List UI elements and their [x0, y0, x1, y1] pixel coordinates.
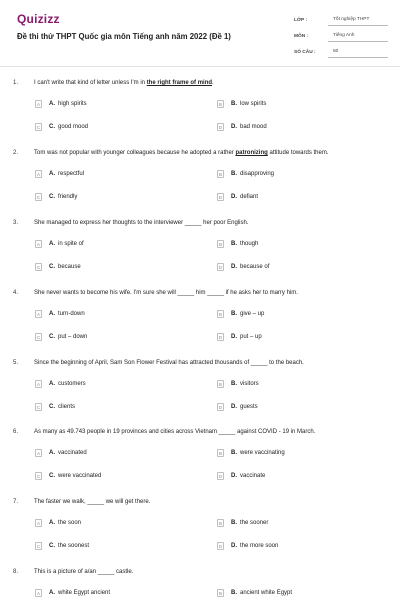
option-c[interactable]	[35, 262, 81, 272]
option-a-text	[49, 590, 110, 596]
option-d-text	[231, 543, 278, 549]
option-a-box[interactable]: A	[36, 450, 40, 456]
worksheet-title: Đề thi thử THPT Quốc gia môn Tiếng anh năm 2022 (Đề 1)	[17, 32, 231, 41]
option-b-text	[231, 311, 264, 317]
question-text	[34, 499, 150, 505]
option-c[interactable]	[35, 122, 88, 132]
question-highlight: patronizing	[235, 150, 268, 156]
question-text-part: This is a picture of a/an _____ castle.	[34, 569, 134, 575]
option-letter: D.	[231, 404, 237, 410]
option-d-text	[231, 124, 267, 130]
option-c-box[interactable]: C	[36, 124, 41, 130]
option-letter: B.	[231, 520, 237, 526]
option-letter: A.	[49, 381, 55, 387]
option-answer: the soon	[58, 520, 82, 526]
option-a-box[interactable]: A	[36, 520, 40, 526]
option-letter: A.	[49, 171, 55, 177]
option-letter: C.	[49, 264, 55, 270]
option-answer: bad mood	[240, 124, 267, 130]
option-a[interactable]	[35, 99, 87, 109]
option-b-box[interactable]: B	[218, 241, 222, 247]
option-letter: B.	[231, 381, 237, 387]
option-c-text	[49, 334, 87, 340]
option-b[interactable]	[217, 588, 292, 598]
option-a-text	[49, 101, 87, 107]
question-number: 8.	[13, 569, 19, 575]
question-number: 7.	[13, 499, 19, 505]
option-answer: put – down	[58, 334, 88, 340]
question-text-part: attitude towards them.	[267, 150, 329, 156]
option-answer: were vaccinated	[58, 473, 102, 479]
option-b-box[interactable]: B	[218, 450, 222, 456]
option-c-box[interactable]: C	[36, 473, 41, 479]
option-b-box[interactable]: B	[218, 381, 222, 387]
option-letter: C.	[49, 473, 55, 479]
question-text-part: Tom was not popular with younger colleagues because he adopted a rather	[34, 150, 236, 156]
option-letter: B.	[231, 171, 237, 177]
option-c-text	[49, 473, 101, 479]
question-text-part: As many as 49.743 people in 19 provinces and cities across Vietnam _____ against COVID - 19 in March.	[34, 429, 316, 435]
option-a[interactable]	[35, 448, 87, 458]
option-answer: visitors	[240, 381, 259, 387]
option-letter: A.	[49, 101, 55, 107]
option-d[interactable]	[217, 192, 258, 202]
option-answer: vaccinated	[58, 450, 87, 456]
question-number: 3.	[13, 220, 19, 226]
option-a-box[interactable]: A	[36, 311, 40, 317]
meta-subject-value: Tiếng Anh	[328, 31, 388, 42]
question-text	[34, 569, 133, 575]
option-answer: guests	[240, 404, 258, 410]
option-a[interactable]	[35, 588, 110, 598]
header-divider	[0, 66, 400, 67]
question-text	[34, 360, 304, 366]
option-b-text	[231, 171, 274, 177]
option-b[interactable]	[217, 99, 266, 109]
option-d-box[interactable]: D	[218, 334, 223, 340]
option-answer: low spirits	[240, 101, 267, 107]
option-c-text	[49, 124, 88, 130]
option-c[interactable]	[35, 332, 87, 342]
option-a[interactable]	[35, 309, 85, 319]
question-text-part: She never wants to become his wife. I'm sure she will _____ him _____ if he asks her to marry him.	[34, 290, 298, 296]
quizizz-logo: Quizizz	[17, 12, 60, 26]
option-answer: give – up	[240, 311, 265, 317]
option-letter: D.	[231, 264, 237, 270]
option-answer: friendly	[58, 194, 78, 200]
option-answer: put – up	[240, 334, 262, 340]
question-text	[34, 220, 248, 226]
question-text-part: Since the beginning of April, Sam Son Flower Festival has attracted thousands of _____ to the beach.	[34, 360, 304, 366]
meta-count-label: SỐ CÂU :	[294, 49, 316, 55]
question-number: 2.	[13, 150, 19, 156]
option-letter: C.	[49, 194, 55, 200]
option-b[interactable]	[217, 169, 274, 179]
option-letter: C.	[49, 334, 55, 340]
option-a-box[interactable]: A	[36, 241, 40, 247]
meta-subject-row	[294, 28, 388, 44]
option-c-text	[49, 543, 89, 549]
option-c-box[interactable]: C	[36, 404, 41, 410]
option-c[interactable]	[35, 541, 89, 551]
option-letter: D.	[231, 194, 237, 200]
option-letter: C.	[49, 543, 55, 549]
option-c-box[interactable]: C	[36, 334, 41, 340]
option-answer: respectful	[58, 171, 85, 177]
option-d-box[interactable]: D	[218, 543, 223, 549]
question-text-part: .	[212, 80, 214, 86]
meta-count-value: 50	[328, 47, 388, 58]
option-answer: good mood	[58, 124, 89, 130]
question-text	[34, 150, 329, 156]
option-letter: B.	[231, 101, 237, 107]
option-letter: A.	[49, 590, 55, 596]
question-text-part: She managed to express her thoughts to the interviewer _____ her poor English.	[34, 220, 249, 226]
option-answer: customers	[58, 381, 86, 387]
option-letter: D.	[231, 334, 237, 340]
question-text	[34, 80, 214, 86]
option-d[interactable]	[217, 541, 278, 551]
option-d-box[interactable]: D	[218, 473, 223, 479]
option-answer: turn-down	[58, 311, 85, 317]
question-number: 1.	[13, 80, 19, 86]
option-answer: because of	[240, 264, 270, 270]
option-b[interactable]	[217, 239, 258, 249]
option-answer: defiant	[240, 194, 259, 200]
meta-class-label: LỚP :	[294, 17, 308, 23]
option-a-box[interactable]: A	[36, 101, 40, 107]
option-answer: because	[58, 264, 81, 270]
option-letter: A.	[49, 311, 55, 317]
option-a-text	[49, 171, 84, 177]
option-answer: though	[240, 241, 259, 247]
option-b[interactable]	[217, 448, 285, 458]
meta-count-row	[294, 44, 388, 60]
option-b-box[interactable]: B	[218, 590, 222, 596]
option-answer: clients	[58, 404, 76, 410]
meta-class-value: Tốt nghiệp THPT	[328, 15, 388, 26]
question-text-part: I can't write that kind of letter unless I'm in	[34, 80, 147, 86]
option-answer: the soonest	[58, 543, 90, 549]
question-highlight: the right frame of mind	[146, 80, 213, 86]
question-text	[34, 429, 315, 435]
option-letter: A.	[49, 241, 55, 247]
option-c-text	[49, 194, 77, 200]
option-letter: A.	[49, 450, 55, 456]
option-b-text	[231, 101, 266, 107]
option-answer: the sooner	[240, 520, 269, 526]
meta-class-row	[294, 12, 388, 28]
option-a[interactable]	[35, 379, 86, 389]
option-letter: B.	[231, 311, 237, 317]
option-d-text	[231, 194, 258, 200]
option-c-text	[49, 264, 81, 270]
option-b-text	[231, 520, 268, 526]
option-a-text	[49, 311, 85, 317]
option-c[interactable]	[35, 471, 101, 481]
question-number: 5.	[13, 360, 19, 366]
option-d-text	[231, 404, 258, 410]
option-d-box[interactable]: D	[218, 404, 223, 410]
option-b[interactable]	[217, 379, 259, 389]
option-a-text	[49, 450, 87, 456]
question-number: 4.	[13, 290, 19, 296]
option-c[interactable]	[35, 192, 77, 202]
option-b-box[interactable]: B	[218, 171, 222, 177]
option-letter: D.	[231, 124, 237, 130]
question-number: 6.	[13, 429, 19, 435]
option-a-box[interactable]: A	[36, 590, 40, 596]
option-d[interactable]	[217, 262, 269, 272]
option-b-box[interactable]: B	[218, 311, 222, 317]
option-c-text	[49, 404, 75, 410]
option-b[interactable]	[217, 309, 264, 319]
option-b[interactable]	[217, 518, 268, 528]
option-letter: A.	[49, 520, 55, 526]
option-d[interactable]	[217, 471, 265, 481]
option-letter: C.	[49, 404, 55, 410]
option-b-text	[231, 590, 292, 596]
option-d-box[interactable]: D	[218, 264, 223, 270]
option-b-box[interactable]: B	[218, 101, 222, 107]
option-d[interactable]	[217, 402, 258, 412]
option-b-text	[231, 450, 285, 456]
option-d-box[interactable]: D	[218, 194, 223, 200]
option-a-text	[49, 520, 81, 526]
meta-subject-label: MÔN :	[294, 33, 309, 39]
option-letter: C.	[49, 124, 55, 130]
option-a[interactable]	[35, 239, 84, 249]
option-d[interactable]	[217, 122, 267, 132]
option-answer: the more soon	[240, 543, 279, 549]
option-answer: disapproving	[240, 171, 275, 177]
option-b-text	[231, 381, 259, 387]
option-letter: D.	[231, 543, 237, 549]
option-answer: white Egypt ancient	[58, 590, 111, 596]
option-letter: B.	[231, 590, 237, 596]
option-a-box[interactable]: A	[36, 171, 40, 177]
option-letter: D.	[231, 473, 237, 479]
option-answer: in spite of	[58, 241, 84, 247]
option-a-text	[49, 381, 86, 387]
worksheet-meta	[294, 12, 388, 60]
option-a[interactable]	[35, 169, 84, 179]
option-c-box[interactable]: C	[36, 194, 41, 200]
option-answer: vaccinate	[240, 473, 266, 479]
option-a-box[interactable]: A	[36, 381, 40, 387]
option-letter: B.	[231, 241, 237, 247]
option-d[interactable]	[217, 332, 262, 342]
option-a-text	[49, 241, 84, 247]
option-c[interactable]	[35, 402, 75, 412]
option-b-box[interactable]: B	[218, 520, 222, 526]
question-text	[34, 290, 298, 296]
option-answer: high spirits	[58, 101, 87, 107]
option-c-box[interactable]: C	[36, 543, 41, 549]
option-d-text	[231, 264, 269, 270]
option-d-box[interactable]: D	[218, 124, 223, 130]
option-answer: were vaccinating	[240, 450, 285, 456]
option-b-text	[231, 241, 258, 247]
option-a[interactable]	[35, 518, 81, 528]
option-answer: ancient white Egypt	[240, 590, 293, 596]
option-d-text	[231, 473, 265, 479]
question-text-part: The faster we walk, _____ we will get there.	[34, 499, 151, 505]
option-letter: B.	[231, 450, 237, 456]
option-c-box[interactable]: C	[36, 264, 41, 270]
option-d-text	[231, 334, 262, 340]
